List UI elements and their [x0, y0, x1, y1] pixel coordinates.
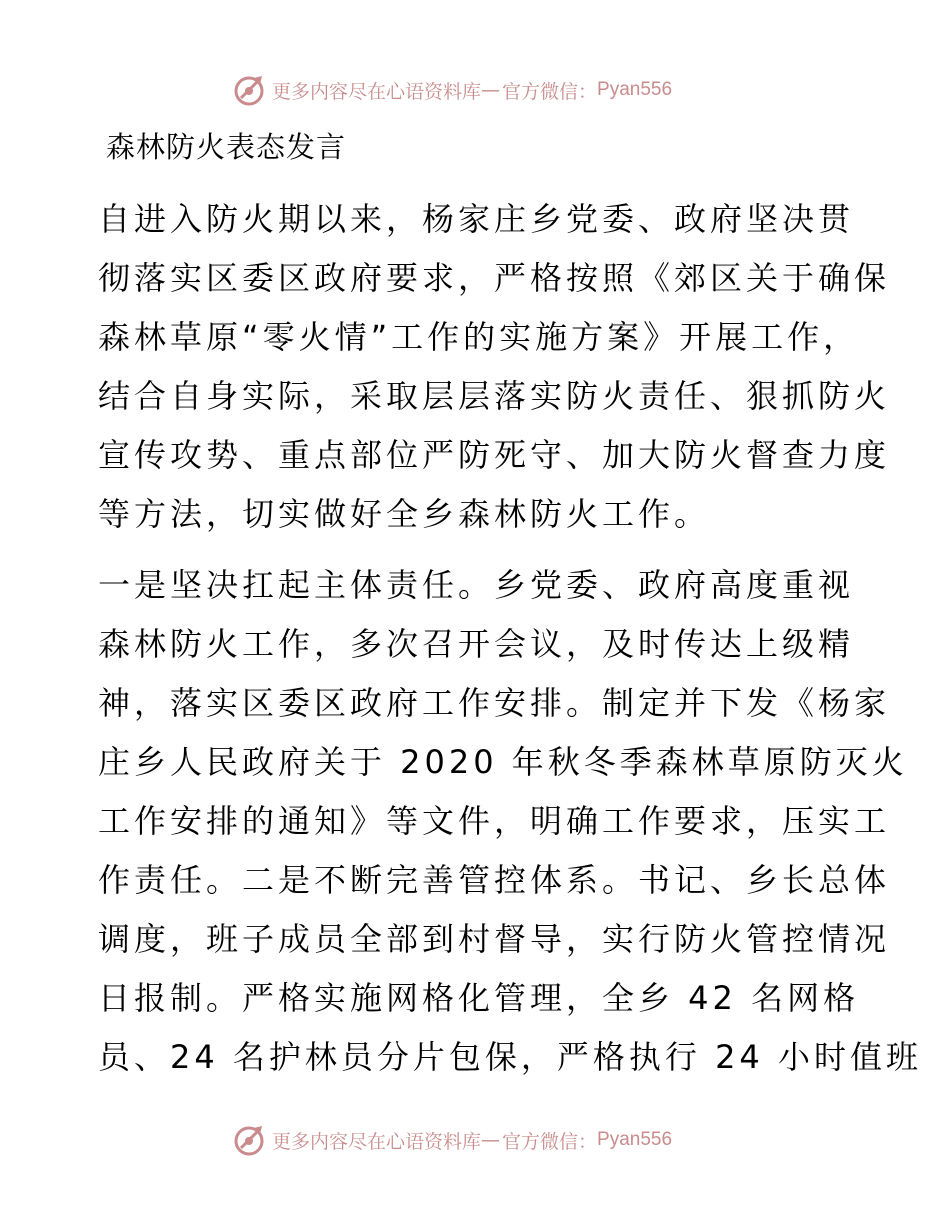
text-line: 森林草原“零火情”工作的实施方案》开展工作， — [98, 318, 860, 356]
text-line: 员、24 名护林员分片包保，严格执行 24 小时值班 — [98, 1038, 922, 1076]
library-logo-icon — [232, 1122, 268, 1158]
text-line: 作责任。二是不断完善管控体系。书记、乡长总体 — [98, 861, 891, 899]
text-line: 森林防火工作，多次召开会议，及时传达上级精 — [98, 625, 855, 663]
text-line: 一是坚决扛起主体责任。乡党委、政府高度重视 — [98, 566, 855, 604]
watermark-wechat-label: 官方微信： — [502, 1130, 598, 1153]
watermark-wechat-label: 官方微信： — [502, 80, 598, 103]
text-line: 自进入防火期以来，杨家庄乡党委、政府坚决贯 — [98, 200, 855, 238]
watermark-text: 更多内容尽在心语资料库 — [272, 1130, 482, 1153]
paragraph-2 — [98, 556, 922, 1087]
text-line: 日报制。严格实施网格化管理，全乡 42 名网格 — [98, 979, 860, 1017]
paragraph-1 — [98, 190, 891, 544]
library-logo-icon — [232, 72, 268, 108]
watermark-header — [232, 72, 672, 108]
watermark-wechat-id: Pyan556 — [597, 79, 673, 100]
text-line: 宣传攻势、重点部位严防死守、加大防火督查力度 — [98, 436, 891, 474]
watermark-dash: — — [481, 79, 501, 101]
text-line: 庄乡人民政府关于 2020 年秋冬季森林草原防灭火 — [98, 743, 908, 781]
text-line: 神，落实区委区政府工作安排。制定并下发《杨家 — [98, 684, 891, 722]
watermark-wechat-id: Pyan556 — [597, 1129, 673, 1150]
text-line: 调度，班子成员全部到村督导，实行防火管控情况 — [98, 920, 891, 958]
text-line: 结合自身实际，采取层层落实防火责任、狠抓防火 — [98, 377, 891, 415]
watermark-dash: — — [481, 1129, 501, 1151]
watermark-footer — [232, 1122, 672, 1158]
text-line: 彻落实区委区政府要求，严格按照《郊区关于确保 — [98, 259, 891, 297]
document-title: 森林防火表态发言 — [106, 130, 347, 164]
watermark-text: 更多内容尽在心语资料库 — [272, 80, 482, 103]
text-line: 等方法，切实做好全乡森林防火工作。 — [98, 495, 711, 533]
text-line: 工作安排的通知》等文件，明确工作要求，压实工 — [98, 802, 891, 840]
